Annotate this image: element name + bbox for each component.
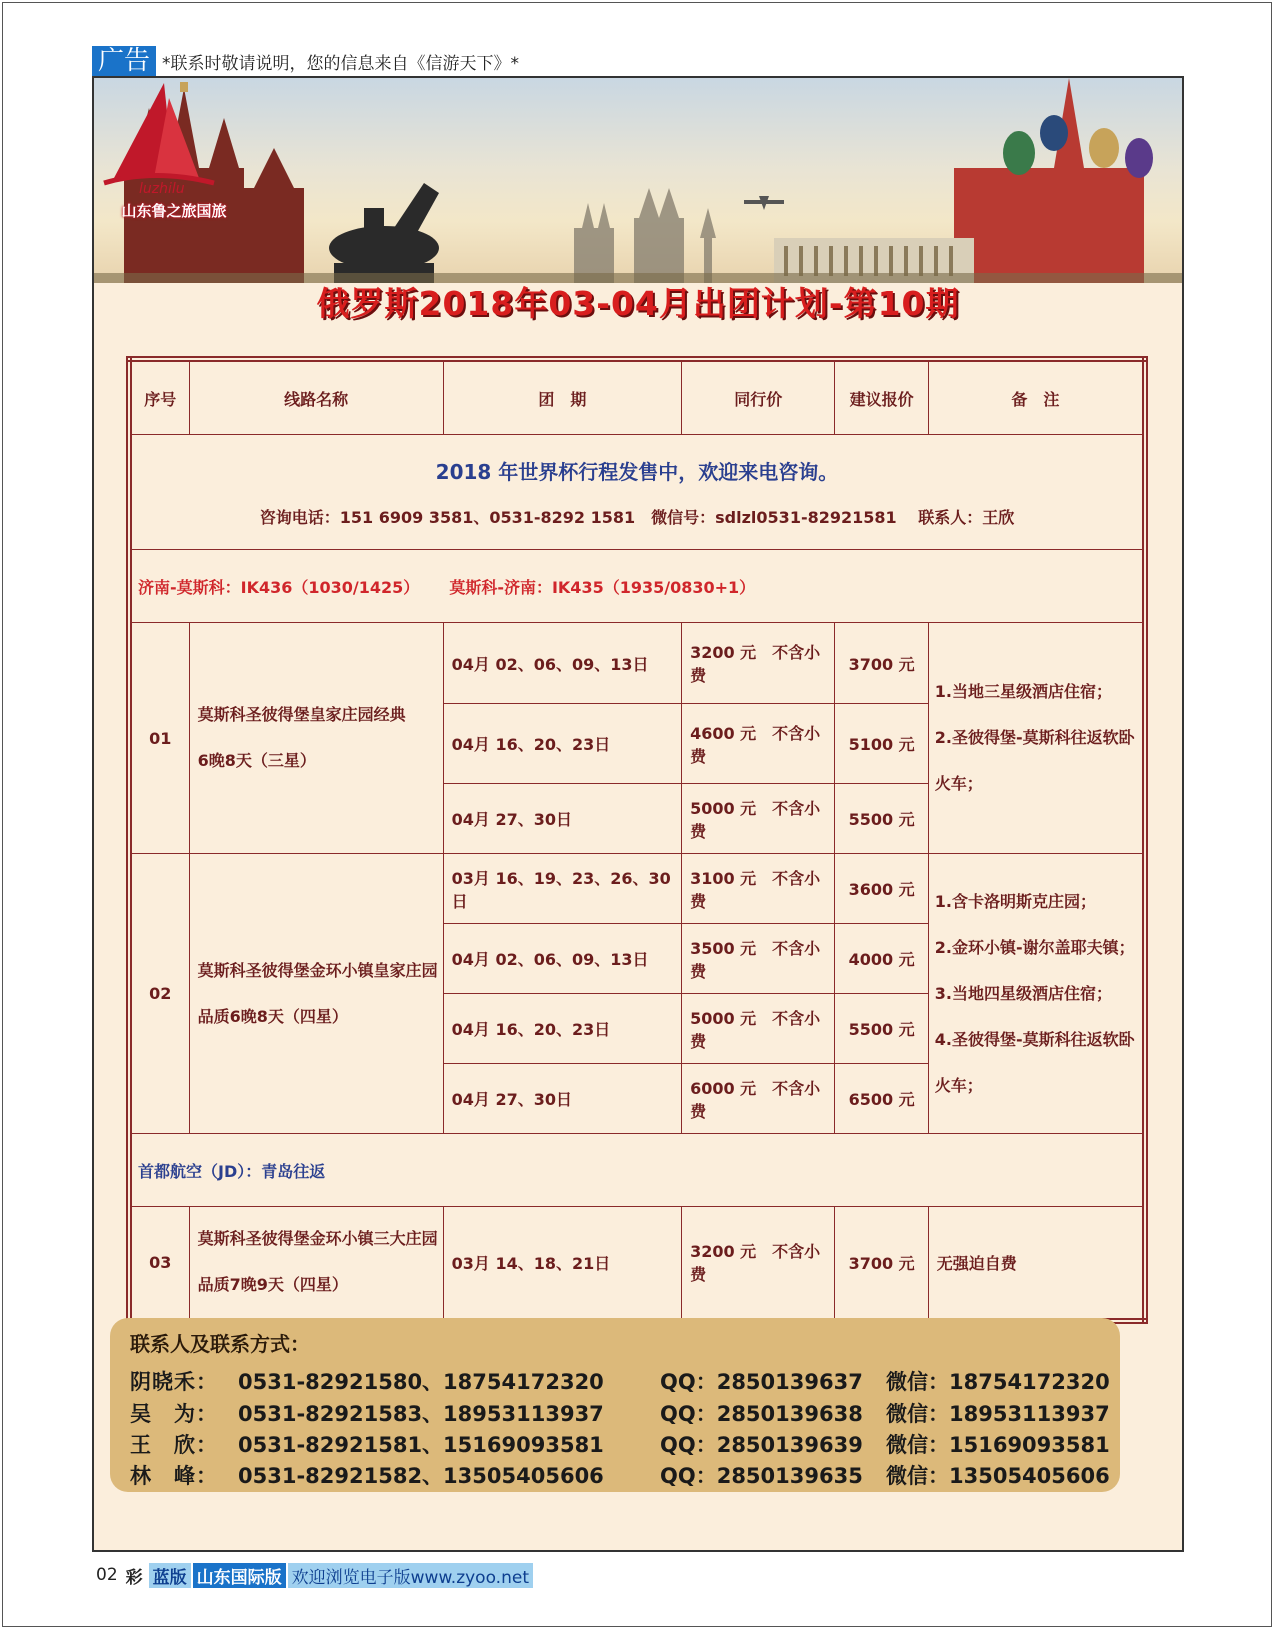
logo-script: luzhilu bbox=[139, 181, 185, 197]
promo-row bbox=[129, 435, 1145, 550]
peer-price: 3200 元 不含小费 bbox=[682, 1207, 835, 1321]
header-route: 线路名称 bbox=[189, 359, 443, 435]
peer-price: 3500 元 不含小费 bbox=[682, 924, 835, 994]
peer-price: 5000 元 不含小费 bbox=[682, 784, 835, 854]
page-title: 俄罗斯2018年03-04月出团计划-第10期 bbox=[316, 284, 960, 323]
header-suggested-price: 建议报价 bbox=[835, 359, 928, 435]
route-remarks: 无强迫自费 bbox=[928, 1207, 1145, 1321]
departure-dates: 04月 27、30日 bbox=[443, 1064, 681, 1134]
contact-row bbox=[130, 1460, 1110, 1490]
table-row bbox=[129, 854, 1145, 924]
advertisement-page bbox=[92, 76, 1184, 1552]
departure-dates: 04月 16、20、23日 bbox=[443, 994, 681, 1064]
contact-phones: 0531-82921583、18953113937 bbox=[238, 1402, 604, 1426]
route-name-line: 莫斯科圣彼得堡皇家庄园经典 bbox=[197, 705, 406, 724]
route-name-line: 品质7晚9天（四星） bbox=[197, 1275, 348, 1295]
header-remarks: 备 注 bbox=[928, 359, 1145, 435]
agency-name: 山东鲁之旅国旅 bbox=[121, 202, 227, 220]
departure-dates: 04月 02、06、09、13日 bbox=[443, 924, 681, 994]
ad-source-note: *联系时敬请说明，您的信息来自《信游天下》* bbox=[162, 53, 520, 74]
edition-label: 蓝版 bbox=[149, 1563, 191, 1588]
remark-line: 1.含卡洛明斯克庄园； bbox=[934, 891, 1096, 911]
contact-wechat: 微信：15169093581 bbox=[886, 1433, 1110, 1457]
peer-price: 6000 元 不含小费 bbox=[682, 1064, 835, 1134]
contact-phones: 0531-82921582、13505405606 bbox=[238, 1464, 604, 1488]
suggested-price: 5500 元 bbox=[835, 994, 928, 1064]
table-header-row bbox=[129, 359, 1145, 435]
remark-line: 火车； bbox=[934, 1075, 983, 1095]
page-number: 02 bbox=[96, 1565, 118, 1585]
flight-info-row bbox=[129, 550, 1145, 623]
contacts-panel bbox=[110, 1318, 1120, 1492]
luzhilu-sail-logo bbox=[94, 78, 219, 198]
suggested-price: 3600 元 bbox=[835, 854, 928, 924]
world-cup-promo bbox=[129, 435, 1145, 550]
peer-price: 4600 元 不含小费 bbox=[682, 704, 835, 784]
contact-qq: QQ：2850139638 bbox=[660, 1402, 863, 1426]
contacts-title: 联系人及联系方式： bbox=[130, 1332, 310, 1356]
color-label: 彩 bbox=[125, 1567, 143, 1588]
remark-line: 2.圣彼得堡-莫斯科往返软卧 bbox=[934, 728, 1135, 747]
remark-line: 2.金环小镇-谢尔盖耶夫镇； bbox=[934, 937, 1135, 957]
table-row bbox=[129, 1207, 1145, 1321]
suggested-price: 5100 元 bbox=[835, 704, 928, 784]
airline-row bbox=[129, 1134, 1145, 1207]
route-name bbox=[189, 623, 443, 854]
contact-qq: QQ：2850139639 bbox=[660, 1433, 863, 1457]
skyline-illustration bbox=[94, 78, 1182, 283]
russia-landmarks-banner bbox=[94, 78, 1182, 283]
header-dates: 团 期 bbox=[443, 359, 681, 435]
promo-contact-line: 咨询电话：151 6909 3581、0531-8292 1581 微信号：sdlzl0531-82921581 联系人：王欣 bbox=[259, 508, 1015, 527]
contact-wechat: 微信：18953113937 bbox=[886, 1402, 1110, 1426]
contact-phones: 0531-82921580、18754172320 bbox=[238, 1370, 604, 1394]
route-name-line: 6晚8天（三星） bbox=[197, 751, 316, 770]
flight-return: 莫斯科-济南：IK435（1935/0830+1） bbox=[449, 577, 756, 597]
flight-outbound: 济南-莫斯科：IK436（1030/1425） bbox=[138, 577, 420, 597]
contact-name: 阴晓禾： bbox=[130, 1370, 218, 1394]
suggested-price: 3700 元 bbox=[835, 623, 928, 704]
page-footer bbox=[96, 1562, 533, 1588]
promo-headline: 2018 年世界杯行程发售中，欢迎来电咨询。 bbox=[435, 460, 839, 484]
contact-name: 林 峰： bbox=[130, 1464, 218, 1488]
table-row bbox=[129, 623, 1145, 704]
remark-line: 火车； bbox=[934, 774, 983, 793]
website-promo: 欢迎浏览电子版www.zyoo.net bbox=[288, 1563, 533, 1588]
flight-info bbox=[129, 550, 1145, 623]
departure-dates: 04月 27、30日 bbox=[443, 784, 681, 854]
contact-phones: 0531-82921581、15169093581 bbox=[238, 1433, 604, 1457]
airline-note: 首都航空（JD）：青岛往返 bbox=[129, 1134, 1145, 1207]
suggested-price: 4000 元 bbox=[835, 924, 928, 994]
route-name bbox=[189, 854, 443, 1134]
route-no: 03 bbox=[129, 1207, 189, 1321]
contact-row bbox=[130, 1366, 1110, 1396]
peer-price: 5000 元 不含小费 bbox=[682, 994, 835, 1064]
route-remarks bbox=[928, 854, 1145, 1134]
suggested-price: 6500 元 bbox=[835, 1064, 928, 1134]
route-no: 01 bbox=[129, 623, 189, 854]
departure-dates: 03月 14、18、21日 bbox=[443, 1207, 681, 1321]
contact-row bbox=[130, 1429, 1110, 1459]
route-name-line: 品质6晚8天（四星） bbox=[197, 1006, 348, 1026]
route-remarks bbox=[928, 623, 1145, 854]
peer-price: 3100 元 不含小费 bbox=[682, 854, 835, 924]
suggested-price: 5500 元 bbox=[835, 784, 928, 854]
departure-dates: 03月 16、19、23、26、30日 bbox=[443, 854, 681, 924]
remark-line: 3.当地四星级酒店住宿； bbox=[934, 983, 1112, 1003]
tour-schedule-table bbox=[126, 356, 1148, 1324]
departure-dates: 04月 16、20、23日 bbox=[443, 704, 681, 784]
remark-line: 1.当地三星级酒店住宿； bbox=[934, 682, 1112, 701]
ad-tag: 广告 bbox=[92, 46, 156, 76]
route-name-line: 莫斯科圣彼得堡金环小镇三大庄园 bbox=[197, 1229, 438, 1249]
contact-wechat: 微信：18754172320 bbox=[886, 1370, 1110, 1394]
contact-row bbox=[130, 1398, 1110, 1428]
route-name-line: 莫斯科圣彼得堡金环小镇皇家庄园 bbox=[197, 960, 438, 980]
ad-header bbox=[92, 46, 519, 76]
contact-wechat: 微信：13505405606 bbox=[886, 1464, 1110, 1488]
contact-qq: QQ：2850139637 bbox=[660, 1370, 863, 1394]
header-peer-price: 同行价 bbox=[682, 359, 835, 435]
remark-line: 4.圣彼得堡-莫斯科往返软卧 bbox=[934, 1029, 1135, 1049]
route-no: 02 bbox=[129, 854, 189, 1134]
contact-name: 王 欣： bbox=[130, 1433, 218, 1457]
peer-price: 3200 元 不含小费 bbox=[682, 623, 835, 704]
departure-dates: 04月 02、06、09、13日 bbox=[443, 623, 681, 704]
route-name bbox=[189, 1207, 443, 1321]
suggested-price: 3700 元 bbox=[835, 1207, 928, 1321]
section-label: 山东国际版 bbox=[193, 1563, 286, 1588]
contact-qq: QQ：2850139635 bbox=[660, 1464, 863, 1488]
contact-name: 吴 为： bbox=[130, 1402, 218, 1426]
header-no: 序号 bbox=[129, 359, 189, 435]
